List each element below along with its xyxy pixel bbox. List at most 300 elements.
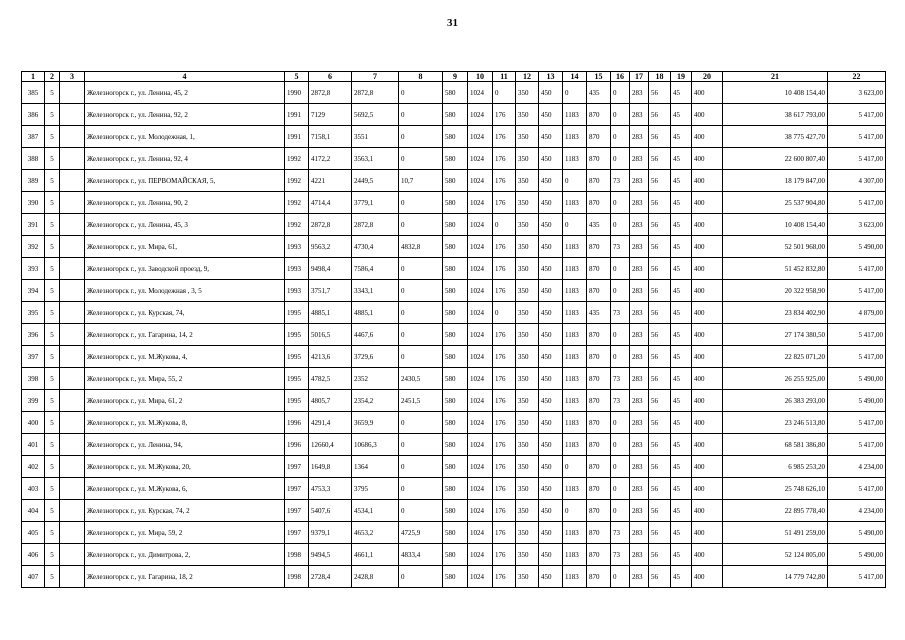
table-cell-col-22: 4 879,00 [828, 302, 886, 324]
table-cell-col-15: 870 [587, 544, 611, 566]
table-cell-col-7: 3795 [352, 478, 399, 500]
table-cell-col-12: 350 [516, 390, 539, 412]
column-header-10: 10 [468, 72, 493, 82]
table-cell-col-10: 1024 [468, 500, 493, 522]
table-cell-col-13: 450 [539, 148, 563, 170]
table-cell-col-11: 176 [493, 280, 516, 302]
table-cell-col-22: 5 490,00 [828, 522, 886, 544]
table-cell-col-22: 5 490,00 [828, 544, 886, 566]
table-cell-col-21: 10 408 154,40 [723, 82, 828, 104]
table-cell-col-20: 400 [692, 456, 723, 478]
table-cell-col-13: 450 [539, 236, 563, 258]
column-header-22: 22 [828, 72, 886, 82]
table-cell-col-12: 350 [516, 456, 539, 478]
table-cell-col-19: 45 [671, 214, 692, 236]
table-cell-col-5: 1997 [285, 456, 309, 478]
column-header-11: 11 [493, 72, 516, 82]
table-cell-col-2: 5 [45, 456, 60, 478]
table-cell-col-9: 580 [443, 170, 468, 192]
table-cell-col-19: 45 [671, 500, 692, 522]
table-cell-col-8: 0 [399, 434, 443, 456]
table-cell-col-13: 450 [539, 522, 563, 544]
table-cell-col-8: 2430,5 [399, 368, 443, 390]
housing-register-table [21, 71, 886, 588]
table-cell-col-21: 52 124 805,00 [723, 544, 828, 566]
table-cell-col-20: 400 [692, 478, 723, 500]
table-cell-col-9: 580 [443, 280, 468, 302]
table-cell-col-5: 1996 [285, 412, 309, 434]
table-cell-col-20: 400 [692, 522, 723, 544]
column-header-19: 19 [671, 72, 692, 82]
table-cell-col-12: 350 [516, 346, 539, 368]
table-row [22, 324, 886, 346]
table-cell-col-21: 18 179 847,00 [723, 170, 828, 192]
table-cell-col-15: 870 [587, 148, 611, 170]
table-cell-col-5: 1997 [285, 522, 309, 544]
table-cell-col-2: 5 [45, 302, 60, 324]
table-cell-col-9: 580 [443, 126, 468, 148]
table-cell-col-2: 5 [45, 500, 60, 522]
table-cell-col-16: 0 [611, 324, 630, 346]
table-cell-col-7: 3343,1 [352, 280, 399, 302]
table-row [22, 104, 886, 126]
table-cell-col-15: 435 [587, 302, 611, 324]
table-cell-col-8: 0 [399, 456, 443, 478]
table-cell-col-13: 450 [539, 258, 563, 280]
table-cell-col-16: 0 [611, 478, 630, 500]
table-cell-col-4: Железногорск г., ул. М.Жукова, 8, [85, 412, 285, 434]
table-cell-col-4: Железногорск г., ул. М.Жукова, 20, [85, 456, 285, 478]
table-cell-col-9: 580 [443, 148, 468, 170]
table-cell-col-11: 176 [493, 434, 516, 456]
table-cell-col-3 [60, 126, 85, 148]
table-cell-col-12: 350 [516, 82, 539, 104]
table-cell-col-6: 1649,8 [309, 456, 352, 478]
table-cell-col-16: 0 [611, 412, 630, 434]
table-cell-col-18: 56 [649, 280, 671, 302]
table-cell-col-14: 1183 [563, 390, 587, 412]
table-cell-col-9: 580 [443, 434, 468, 456]
table-cell-col-6: 4885,1 [309, 302, 352, 324]
table-cell-col-8: 0 [399, 148, 443, 170]
table-cell-col-1: 392 [22, 236, 45, 258]
table-cell-col-3 [60, 192, 85, 214]
table-cell-col-1: 399 [22, 390, 45, 412]
table-cell-col-18: 56 [649, 192, 671, 214]
table-cell-col-18: 56 [649, 104, 671, 126]
table-cell-col-5: 1998 [285, 544, 309, 566]
table-cell-col-15: 870 [587, 170, 611, 192]
table-cell-col-7: 3729,6 [352, 346, 399, 368]
table-cell-col-14: 1183 [563, 566, 587, 588]
table-cell-col-16: 73 [611, 544, 630, 566]
table-cell-col-6: 4172,2 [309, 148, 352, 170]
table-cell-col-1: 401 [22, 434, 45, 456]
table-cell-col-11: 176 [493, 236, 516, 258]
table-cell-col-4: Железногорск г., ул. Молодежная , 3, 5 [85, 280, 285, 302]
table-cell-col-15: 435 [587, 214, 611, 236]
table-row [22, 544, 886, 566]
table-cell-col-15: 870 [587, 456, 611, 478]
table-cell-col-10: 1024 [468, 126, 493, 148]
table-cell-col-19: 45 [671, 148, 692, 170]
table-cell-col-22: 5 417,00 [828, 412, 886, 434]
table-cell-col-9: 580 [443, 236, 468, 258]
table-cell-col-15: 870 [587, 104, 611, 126]
table-cell-col-14: 1183 [563, 148, 587, 170]
table-cell-col-14: 1183 [563, 126, 587, 148]
table-cell-col-12: 350 [516, 434, 539, 456]
table-cell-col-9: 580 [443, 302, 468, 324]
table-cell-col-6: 7158,1 [309, 126, 352, 148]
table-cell-col-15: 870 [587, 192, 611, 214]
table-cell-col-14: 1183 [563, 104, 587, 126]
table-row [22, 346, 886, 368]
table-cell-col-4: Железногорск г., ул. Курская, 74, [85, 302, 285, 324]
table-row [22, 214, 886, 236]
table-cell-col-8: 0 [399, 566, 443, 588]
table-cell-col-14: 1183 [563, 236, 587, 258]
table-cell-col-12: 350 [516, 236, 539, 258]
table-cell-col-7: 2352 [352, 368, 399, 390]
table-cell-col-17: 283 [630, 104, 649, 126]
table-cell-col-17: 283 [630, 324, 649, 346]
table-cell-col-21: 68 581 386,80 [723, 434, 828, 456]
table-cell-col-9: 580 [443, 456, 468, 478]
table-cell-col-12: 350 [516, 478, 539, 500]
table-cell-col-22: 5 417,00 [828, 346, 886, 368]
table-cell-col-21: 51 491 259,00 [723, 522, 828, 544]
table-cell-col-1: 394 [22, 280, 45, 302]
table-cell-col-20: 400 [692, 544, 723, 566]
table-cell-col-14: 1183 [563, 324, 587, 346]
table-cell-col-3 [60, 82, 85, 104]
table-cell-col-17: 283 [630, 302, 649, 324]
table-cell-col-18: 56 [649, 456, 671, 478]
table-cell-col-1: 405 [22, 522, 45, 544]
table-cell-col-9: 580 [443, 522, 468, 544]
table-cell-col-9: 580 [443, 324, 468, 346]
table-cell-col-5: 1991 [285, 104, 309, 126]
table-cell-col-14: 0 [563, 170, 587, 192]
table-cell-col-22: 4 234,00 [828, 456, 886, 478]
table-cell-col-18: 56 [649, 368, 671, 390]
table-cell-col-11: 176 [493, 192, 516, 214]
table-cell-col-22: 3 623,00 [828, 214, 886, 236]
table-cell-col-21: 6 985 253,20 [723, 456, 828, 478]
table-cell-col-1: 390 [22, 192, 45, 214]
table-cell-col-22: 4 234,00 [828, 500, 886, 522]
table-cell-col-6: 7129 [309, 104, 352, 126]
table-cell-col-1: 403 [22, 478, 45, 500]
table-cell-col-5: 1996 [285, 434, 309, 456]
table-cell-col-4: Железногорск г., ул. Ленина, 92, 4 [85, 148, 285, 170]
table-cell-col-13: 450 [539, 412, 563, 434]
table-cell-col-21: 23 246 513,80 [723, 412, 828, 434]
table-cell-col-12: 350 [516, 324, 539, 346]
table-cell-col-6: 12660,4 [309, 434, 352, 456]
table-cell-col-4: Железногорск г., ул. Курская, 74, 2 [85, 500, 285, 522]
table-cell-col-7: 4730,4 [352, 236, 399, 258]
table-cell-col-22: 5 417,00 [828, 478, 886, 500]
table-cell-col-1: 389 [22, 170, 45, 192]
table-cell-col-18: 56 [649, 346, 671, 368]
table-row [22, 500, 886, 522]
table-cell-col-1: 397 [22, 346, 45, 368]
table-cell-col-4: Железногорск г., ул. М.Жукова, 4, [85, 346, 285, 368]
table-cell-col-10: 1024 [468, 566, 493, 588]
table-cell-col-10: 1024 [468, 104, 493, 126]
table-cell-col-10: 1024 [468, 544, 493, 566]
table-cell-col-18: 56 [649, 302, 671, 324]
table-cell-col-7: 10686,3 [352, 434, 399, 456]
table-cell-col-13: 450 [539, 566, 563, 588]
table-cell-col-13: 450 [539, 500, 563, 522]
table-row [22, 390, 886, 412]
table-cell-col-16: 0 [611, 456, 630, 478]
table-cell-col-3 [60, 104, 85, 126]
table-cell-col-2: 5 [45, 544, 60, 566]
table-cell-col-7: 4467,6 [352, 324, 399, 346]
table-cell-col-17: 283 [630, 434, 649, 456]
table-cell-col-14: 1183 [563, 368, 587, 390]
table-cell-col-3 [60, 368, 85, 390]
table-cell-col-19: 45 [671, 544, 692, 566]
table-cell-col-10: 1024 [468, 82, 493, 104]
table-cell-col-16: 73 [611, 522, 630, 544]
table-cell-col-6: 4714,4 [309, 192, 352, 214]
table-cell-col-3 [60, 324, 85, 346]
table-cell-col-1: 407 [22, 566, 45, 588]
table-cell-col-16: 73 [611, 302, 630, 324]
table-cell-col-10: 1024 [468, 280, 493, 302]
table-cell-col-20: 400 [692, 126, 723, 148]
table-cell-col-3 [60, 500, 85, 522]
table-cell-col-3 [60, 214, 85, 236]
table-cell-col-5: 1993 [285, 280, 309, 302]
table-cell-col-9: 580 [443, 214, 468, 236]
table-cell-col-3 [60, 390, 85, 412]
table-cell-col-15: 870 [587, 478, 611, 500]
table-cell-col-1: 400 [22, 412, 45, 434]
table-cell-col-16: 0 [611, 192, 630, 214]
table-cell-col-3 [60, 434, 85, 456]
table-cell-col-6: 4805,7 [309, 390, 352, 412]
column-header-16: 16 [611, 72, 630, 82]
table-cell-col-22: 5 417,00 [828, 280, 886, 302]
table-cell-col-20: 400 [692, 192, 723, 214]
table-cell-col-21: 52 501 968,00 [723, 236, 828, 258]
table-cell-col-3 [60, 566, 85, 588]
table-cell-col-4: Железногорск г., ул. Димитрова, 2, [85, 544, 285, 566]
table-cell-col-11: 0 [493, 82, 516, 104]
column-header-4: 4 [85, 72, 285, 82]
table-cell-col-13: 450 [539, 104, 563, 126]
table-cell-col-4: Железногорск г., ул. Мира, 61, 2 [85, 390, 285, 412]
table-cell-col-6: 2872,8 [309, 214, 352, 236]
table-cell-col-20: 400 [692, 236, 723, 258]
table-cell-col-10: 1024 [468, 368, 493, 390]
table-cell-col-20: 400 [692, 346, 723, 368]
table-cell-col-20: 400 [692, 566, 723, 588]
table-cell-col-15: 435 [587, 82, 611, 104]
table-cell-col-12: 350 [516, 522, 539, 544]
table-cell-col-19: 45 [671, 280, 692, 302]
column-header-5: 5 [285, 72, 309, 82]
table-cell-col-19: 45 [671, 346, 692, 368]
column-header-3: 3 [60, 72, 85, 82]
table-cell-col-12: 350 [516, 368, 539, 390]
table-cell-col-8: 10,7 [399, 170, 443, 192]
table-row [22, 280, 886, 302]
table-cell-col-20: 400 [692, 302, 723, 324]
table-cell-col-9: 580 [443, 192, 468, 214]
table-row [22, 368, 886, 390]
table-cell-col-8: 4832,8 [399, 236, 443, 258]
table-cell-col-18: 56 [649, 126, 671, 148]
table-cell-col-5: 1995 [285, 368, 309, 390]
table-cell-col-14: 1183 [563, 544, 587, 566]
table-cell-col-12: 350 [516, 148, 539, 170]
table-cell-col-7: 5692,5 [352, 104, 399, 126]
table-cell-col-19: 45 [671, 324, 692, 346]
table-cell-col-6: 4753,3 [309, 478, 352, 500]
table-cell-col-10: 1024 [468, 346, 493, 368]
table-cell-col-19: 45 [671, 170, 692, 192]
table-cell-col-16: 0 [611, 82, 630, 104]
table-cell-col-17: 283 [630, 566, 649, 588]
table-cell-col-8: 0 [399, 214, 443, 236]
table-cell-col-18: 56 [649, 434, 671, 456]
table-cell-col-17: 283 [630, 346, 649, 368]
table-cell-col-22: 5 490,00 [828, 368, 886, 390]
table-cell-col-17: 283 [630, 170, 649, 192]
table-cell-col-11: 176 [493, 500, 516, 522]
table-cell-col-14: 1183 [563, 302, 587, 324]
table-cell-col-13: 450 [539, 434, 563, 456]
table-cell-col-9: 580 [443, 390, 468, 412]
table-cell-col-16: 0 [611, 346, 630, 368]
table-cell-col-19: 45 [671, 82, 692, 104]
table-cell-col-12: 350 [516, 192, 539, 214]
table-cell-col-17: 283 [630, 478, 649, 500]
table-cell-col-11: 176 [493, 456, 516, 478]
table-cell-col-8: 0 [399, 324, 443, 346]
table-cell-col-10: 1024 [468, 478, 493, 500]
table-cell-col-6: 5407,6 [309, 500, 352, 522]
column-header-14: 14 [563, 72, 587, 82]
table-cell-col-11: 176 [493, 148, 516, 170]
table-cell-col-7: 3779,1 [352, 192, 399, 214]
table-cell-col-19: 45 [671, 236, 692, 258]
table-row [22, 126, 886, 148]
table-cell-col-16: 73 [611, 236, 630, 258]
table-cell-col-6: 4782,5 [309, 368, 352, 390]
table-cell-col-3 [60, 280, 85, 302]
table-cell-col-7: 2872,8 [352, 82, 399, 104]
table-cell-col-22: 5 417,00 [828, 434, 886, 456]
table-cell-col-17: 283 [630, 544, 649, 566]
column-header-21: 21 [723, 72, 828, 82]
table-cell-col-3 [60, 478, 85, 500]
table-cell-col-3 [60, 258, 85, 280]
table-cell-col-6: 4221 [309, 170, 352, 192]
table-cell-col-13: 450 [539, 456, 563, 478]
table-cell-col-13: 450 [539, 368, 563, 390]
table-cell-col-10: 1024 [468, 324, 493, 346]
table-cell-col-5: 1992 [285, 214, 309, 236]
table-cell-col-4: Железногорск г., ул. Мира, 59, 2 [85, 522, 285, 544]
table-cell-col-20: 400 [692, 500, 723, 522]
table-cell-col-21: 10 408 154,40 [723, 214, 828, 236]
table-cell-col-1: 395 [22, 302, 45, 324]
table-cell-col-4: Железногорск г., ул. Мира, 61, [85, 236, 285, 258]
table-cell-col-19: 45 [671, 456, 692, 478]
table-cell-col-7: 4534,1 [352, 500, 399, 522]
table-cell-col-11: 176 [493, 412, 516, 434]
table-cell-col-20: 400 [692, 148, 723, 170]
table-cell-col-2: 5 [45, 346, 60, 368]
table-cell-col-14: 1183 [563, 478, 587, 500]
table-cell-col-22: 5 417,00 [828, 126, 886, 148]
table-cell-col-2: 5 [45, 82, 60, 104]
column-header-15: 15 [587, 72, 611, 82]
table-cell-col-10: 1024 [468, 302, 493, 324]
table-cell-col-20: 400 [692, 104, 723, 126]
table-cell-col-4: Железногорск г., ул. ПЕРВОМАЙСКАЯ, 5, [85, 170, 285, 192]
table-cell-col-12: 350 [516, 544, 539, 566]
table-header-row [22, 72, 886, 82]
table-cell-col-17: 283 [630, 214, 649, 236]
table-cell-col-22: 5 417,00 [828, 324, 886, 346]
column-header-18: 18 [649, 72, 671, 82]
table-cell-col-6: 9498,4 [309, 258, 352, 280]
table-cell-col-16: 0 [611, 434, 630, 456]
table-cell-col-18: 56 [649, 390, 671, 412]
table-cell-col-5: 1995 [285, 346, 309, 368]
table-cell-col-3 [60, 544, 85, 566]
table-cell-col-11: 176 [493, 566, 516, 588]
table-cell-col-21: 22 600 807,40 [723, 148, 828, 170]
table-cell-col-9: 580 [443, 412, 468, 434]
table-cell-col-10: 1024 [468, 236, 493, 258]
table-cell-col-8: 0 [399, 500, 443, 522]
table-cell-col-21: 25 537 904,80 [723, 192, 828, 214]
table-cell-col-20: 400 [692, 280, 723, 302]
table-cell-col-2: 5 [45, 434, 60, 456]
table-cell-col-18: 56 [649, 522, 671, 544]
table-cell-col-14: 0 [563, 500, 587, 522]
table-cell-col-21: 20 322 958,90 [723, 280, 828, 302]
table-cell-col-1: 396 [22, 324, 45, 346]
table-cell-col-9: 580 [443, 544, 468, 566]
table-row [22, 258, 886, 280]
table-cell-col-8: 0 [399, 82, 443, 104]
table-cell-col-14: 0 [563, 82, 587, 104]
table-cell-col-5: 1993 [285, 236, 309, 258]
table-cell-col-21: 22 825 071,20 [723, 346, 828, 368]
table-cell-col-10: 1024 [468, 192, 493, 214]
table-cell-col-13: 450 [539, 478, 563, 500]
table-cell-col-11: 176 [493, 258, 516, 280]
table-cell-col-10: 1024 [468, 434, 493, 456]
table-cell-col-15: 870 [587, 500, 611, 522]
table-cell-col-3 [60, 456, 85, 478]
table-cell-col-13: 450 [539, 126, 563, 148]
table-cell-col-19: 45 [671, 566, 692, 588]
table-cell-col-2: 5 [45, 214, 60, 236]
table-cell-col-16: 73 [611, 368, 630, 390]
